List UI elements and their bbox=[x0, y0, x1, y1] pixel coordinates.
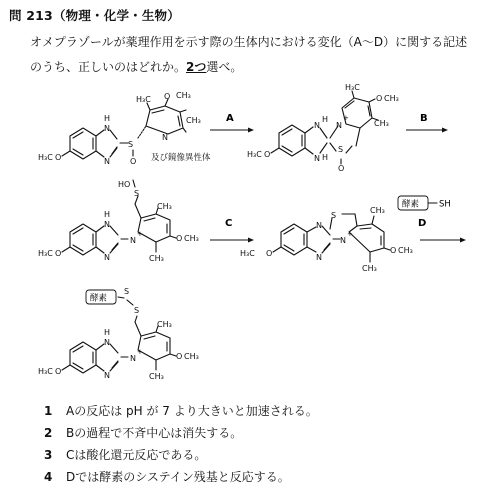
mol1-s: S bbox=[128, 140, 134, 149]
mol5-h3c: H₃C bbox=[38, 367, 53, 376]
arrow-d bbox=[420, 238, 466, 243]
mol1-pyridine-n: N bbox=[162, 133, 168, 142]
mol5-o-methoxy: O bbox=[55, 367, 62, 376]
mol3-o-methoxy: O bbox=[55, 249, 62, 258]
mol1-sulfoxide-o: O bbox=[130, 157, 137, 166]
mol3-nh-n: N bbox=[104, 220, 110, 229]
mol4-och3: CH₃ bbox=[398, 246, 413, 255]
mol1-o-methoxy: O bbox=[55, 153, 62, 162]
mol1-h3c: H₃C bbox=[38, 153, 53, 162]
arrow-c bbox=[210, 238, 254, 243]
arrow-a bbox=[210, 128, 254, 133]
mol2-nh-h: H bbox=[322, 115, 329, 124]
mol3-h3c: H₃C bbox=[38, 249, 53, 258]
mol3-plus: + bbox=[137, 230, 143, 238]
mol5-plus: + bbox=[137, 348, 143, 356]
mol4-ch3-a: CH₃ bbox=[370, 206, 385, 215]
mol3-ho: HO bbox=[118, 180, 131, 189]
mol3-pyridinium-n: N bbox=[130, 236, 136, 245]
mol4-plus: + bbox=[347, 230, 353, 238]
mol3-och3: CH₃ bbox=[184, 234, 199, 243]
mol5-pyridinium-n: N bbox=[130, 354, 136, 363]
mol2-nh2-h: H bbox=[322, 153, 329, 162]
mol4-ch3-c: CH₃ bbox=[362, 264, 377, 273]
mol4-o-methoxy: O bbox=[266, 249, 273, 258]
mol1-ch3-a: H₃C bbox=[136, 95, 151, 104]
enzyme-label-product: 酵素 bbox=[90, 293, 108, 304]
sulfenamide-structure bbox=[273, 214, 390, 262]
stem-emphasis: 2つ bbox=[186, 60, 207, 74]
omeprazole-structure bbox=[62, 99, 186, 159]
mol5-ch3-c: CH₃ bbox=[149, 372, 164, 381]
mol4-n-bottom: N bbox=[316, 253, 322, 262]
answer-choices bbox=[44, 400, 318, 488]
choice-1[interactable]: 1 Aの反応は pH が 7 より大きいと加速される。 bbox=[44, 404, 318, 418]
mol2-nh-n: N bbox=[314, 121, 320, 130]
mol2-s-o: O bbox=[338, 164, 345, 173]
stem-text-end: 選べ。 bbox=[206, 60, 243, 74]
mol2-pyridinium-n: N bbox=[336, 121, 342, 130]
mol4-pyridinium-n: N bbox=[340, 236, 346, 245]
enzyme-label-reagent: 酵素 bbox=[402, 199, 420, 210]
mol5-s-2: S bbox=[134, 306, 140, 315]
mol4-s: S bbox=[331, 211, 337, 220]
mol3-n: N bbox=[104, 253, 110, 262]
mol3-ch3-a: CH₃ bbox=[157, 202, 172, 211]
mol5-och3: CH₃ bbox=[184, 352, 199, 361]
mol2-h3c: H₃C bbox=[247, 150, 262, 159]
mol2-nh2-n: N bbox=[314, 154, 320, 163]
mol1-n: N bbox=[104, 157, 110, 166]
mol3-ch3-c: CH₃ bbox=[149, 254, 164, 263]
mol1-nh-h: H bbox=[104, 114, 111, 123]
arrow-a-label: A bbox=[226, 113, 234, 124]
mol5-o-b: O bbox=[176, 352, 183, 361]
arrow-b bbox=[406, 128, 448, 133]
mol1-enantiomer-note: 及び鏡像異性体 bbox=[151, 153, 211, 163]
mol4-h3c: H₃C bbox=[240, 249, 255, 258]
arrow-d-label: D bbox=[418, 218, 427, 229]
mol5-ch3-a: CH₃ bbox=[157, 320, 172, 329]
mol1-nh-n: N bbox=[104, 124, 110, 133]
mol2-s: S bbox=[338, 145, 344, 154]
enzyme-disulfide-structure bbox=[62, 297, 176, 373]
mol5-nh-n: N bbox=[104, 338, 110, 347]
sulfenic-acid-structure bbox=[62, 180, 176, 255]
mol5-n: N bbox=[104, 371, 110, 380]
mol5-s-1: S bbox=[124, 287, 130, 296]
arrow-c-label: C bbox=[225, 218, 233, 229]
mol3-nh-h: H bbox=[104, 210, 111, 219]
mol1-o-b: O bbox=[164, 92, 171, 101]
choice-4[interactable]: 4 Dでは酵素のシステイン残基と反応する。 bbox=[44, 470, 290, 484]
mol2-plus: + bbox=[343, 114, 349, 122]
mol4-n-top: N bbox=[316, 221, 322, 230]
choice-2[interactable]: 2 Bの過程で不斉中心は消失する。 bbox=[44, 426, 243, 440]
choice-3[interactable]: 3 Cは酸化還元反応である。 bbox=[44, 448, 207, 462]
question-title: 問 213（物理・化学・生物） bbox=[9, 8, 180, 23]
mol2-ch3-c: CH₃ bbox=[374, 119, 389, 128]
enzyme-sh-label: SH bbox=[439, 199, 451, 210]
stem-text: オメプラゾールが薬理作用を示す際の生体内における変化（A～D）に関する記述のうち、正しいのはどれか。 bbox=[30, 35, 468, 74]
mol5-nh-h: H bbox=[104, 328, 111, 337]
mol3-o-b: O bbox=[176, 234, 183, 243]
mol2-och3: CH₃ bbox=[384, 94, 399, 103]
mol1-ch3-c: CH₃ bbox=[186, 116, 201, 125]
mol3-s: S bbox=[134, 189, 140, 198]
mol2-o-b: O bbox=[376, 94, 383, 103]
mol4-o-b: O bbox=[390, 246, 397, 255]
mol2-ch3-a: H₃C bbox=[345, 83, 360, 92]
mol2-o-methoxy: O bbox=[264, 150, 271, 159]
mol1-och3: CH₃ bbox=[176, 91, 191, 100]
arrow-b-label: B bbox=[420, 113, 428, 124]
